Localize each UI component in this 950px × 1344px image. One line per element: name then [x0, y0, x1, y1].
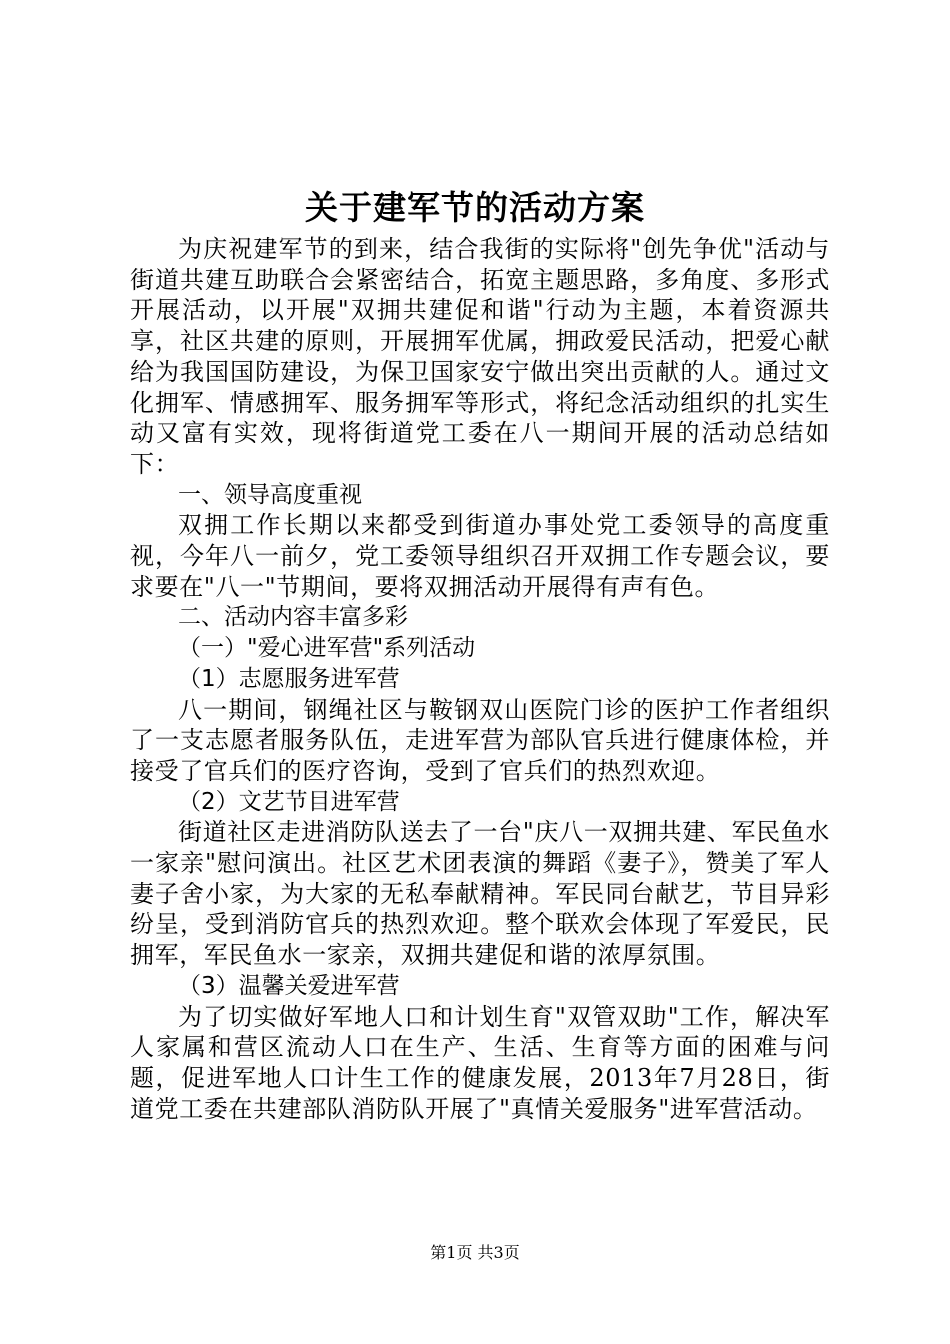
item-3-paragraph: 为了切实做好军地人口和计划生育"双管双助"工作，解决军人家属和营区流动人口在生产、生活、生育等方面的困难与问题，促进军地人口计生工作的健康发展，2013年7月28日，街道党工委在共建部队消防队开展了"真情关爱服务"进军营活动。 [130, 1002, 830, 1123]
item-2-paragraph: 街道社区走进消防队送去了一台"庆八一双拥共建、军民鱼水一家亲"慰问演出。社区艺术团表演的舞蹈《妻子》，赞美了军人妻子舍小家，为大家的无私奉献精神。军民同台献艺，节目异彩纷呈，受到消防官兵的热烈欢迎。整个联欢会体现了军爱民，民拥军，军民鱼水一家亲，双拥共建促和谐的浓厚氛围。 [130, 818, 830, 970]
document-title: 关于建军节的活动方案 [305, 188, 645, 227]
page-footer: 第1页 共3页 [430, 1243, 520, 1262]
item-2-heading: （2）文艺节目进军营 [178, 788, 400, 815]
item-1-paragraph: 八一期间，钢绳社区与鞍钢双山医院门诊的医护工作者组织了一支志愿者服务队伍，走进军营为部队官兵进行健康体检，并接受了官兵们的医疗咨询，受到了官兵们的热烈欢迎。 [130, 695, 830, 785]
document-body [130, 234, 830, 1124]
section-1-paragraph: 双拥工作长期以来都受到街道办事处党工委领导的高度重视，今年八一前夕，党工委领导组织召开双拥工作专题会议，要求要在"八一"节期间，要将双拥活动开展得有声有色。 [130, 511, 830, 601]
subsection-1-heading: （一）"爱心进军营"系列活动 [178, 635, 476, 662]
intro-paragraph: 为庆祝建军节的到来，结合我街的实际将"创先争优"活动与街道共建互助联合会紧密结合，拓宽主题思路，多角度、多形式开展活动，以开展"双拥共建促和谐"行动为主题，本着资源共享，社区共建的原则，开展拥军优属，拥政爱民活动，把爱心献给为我国国防建设，为保卫国家安宁做出突出贡献的人。通过文化拥军、情感拥军、服务拥军等形式，将纪念活动组织的扎实生动又富有实效，现将街道党工委在八一期间开展的活动总结如下： [130, 235, 830, 478]
item-1-heading: （1）志愿服务进军营 [178, 665, 400, 692]
item-3-heading: （3）温馨关爱进军营 [178, 972, 400, 999]
section-1-heading: 一、领导高度重视 [178, 481, 362, 508]
section-2-heading: 二、活动内容丰富多彩 [178, 604, 408, 631]
